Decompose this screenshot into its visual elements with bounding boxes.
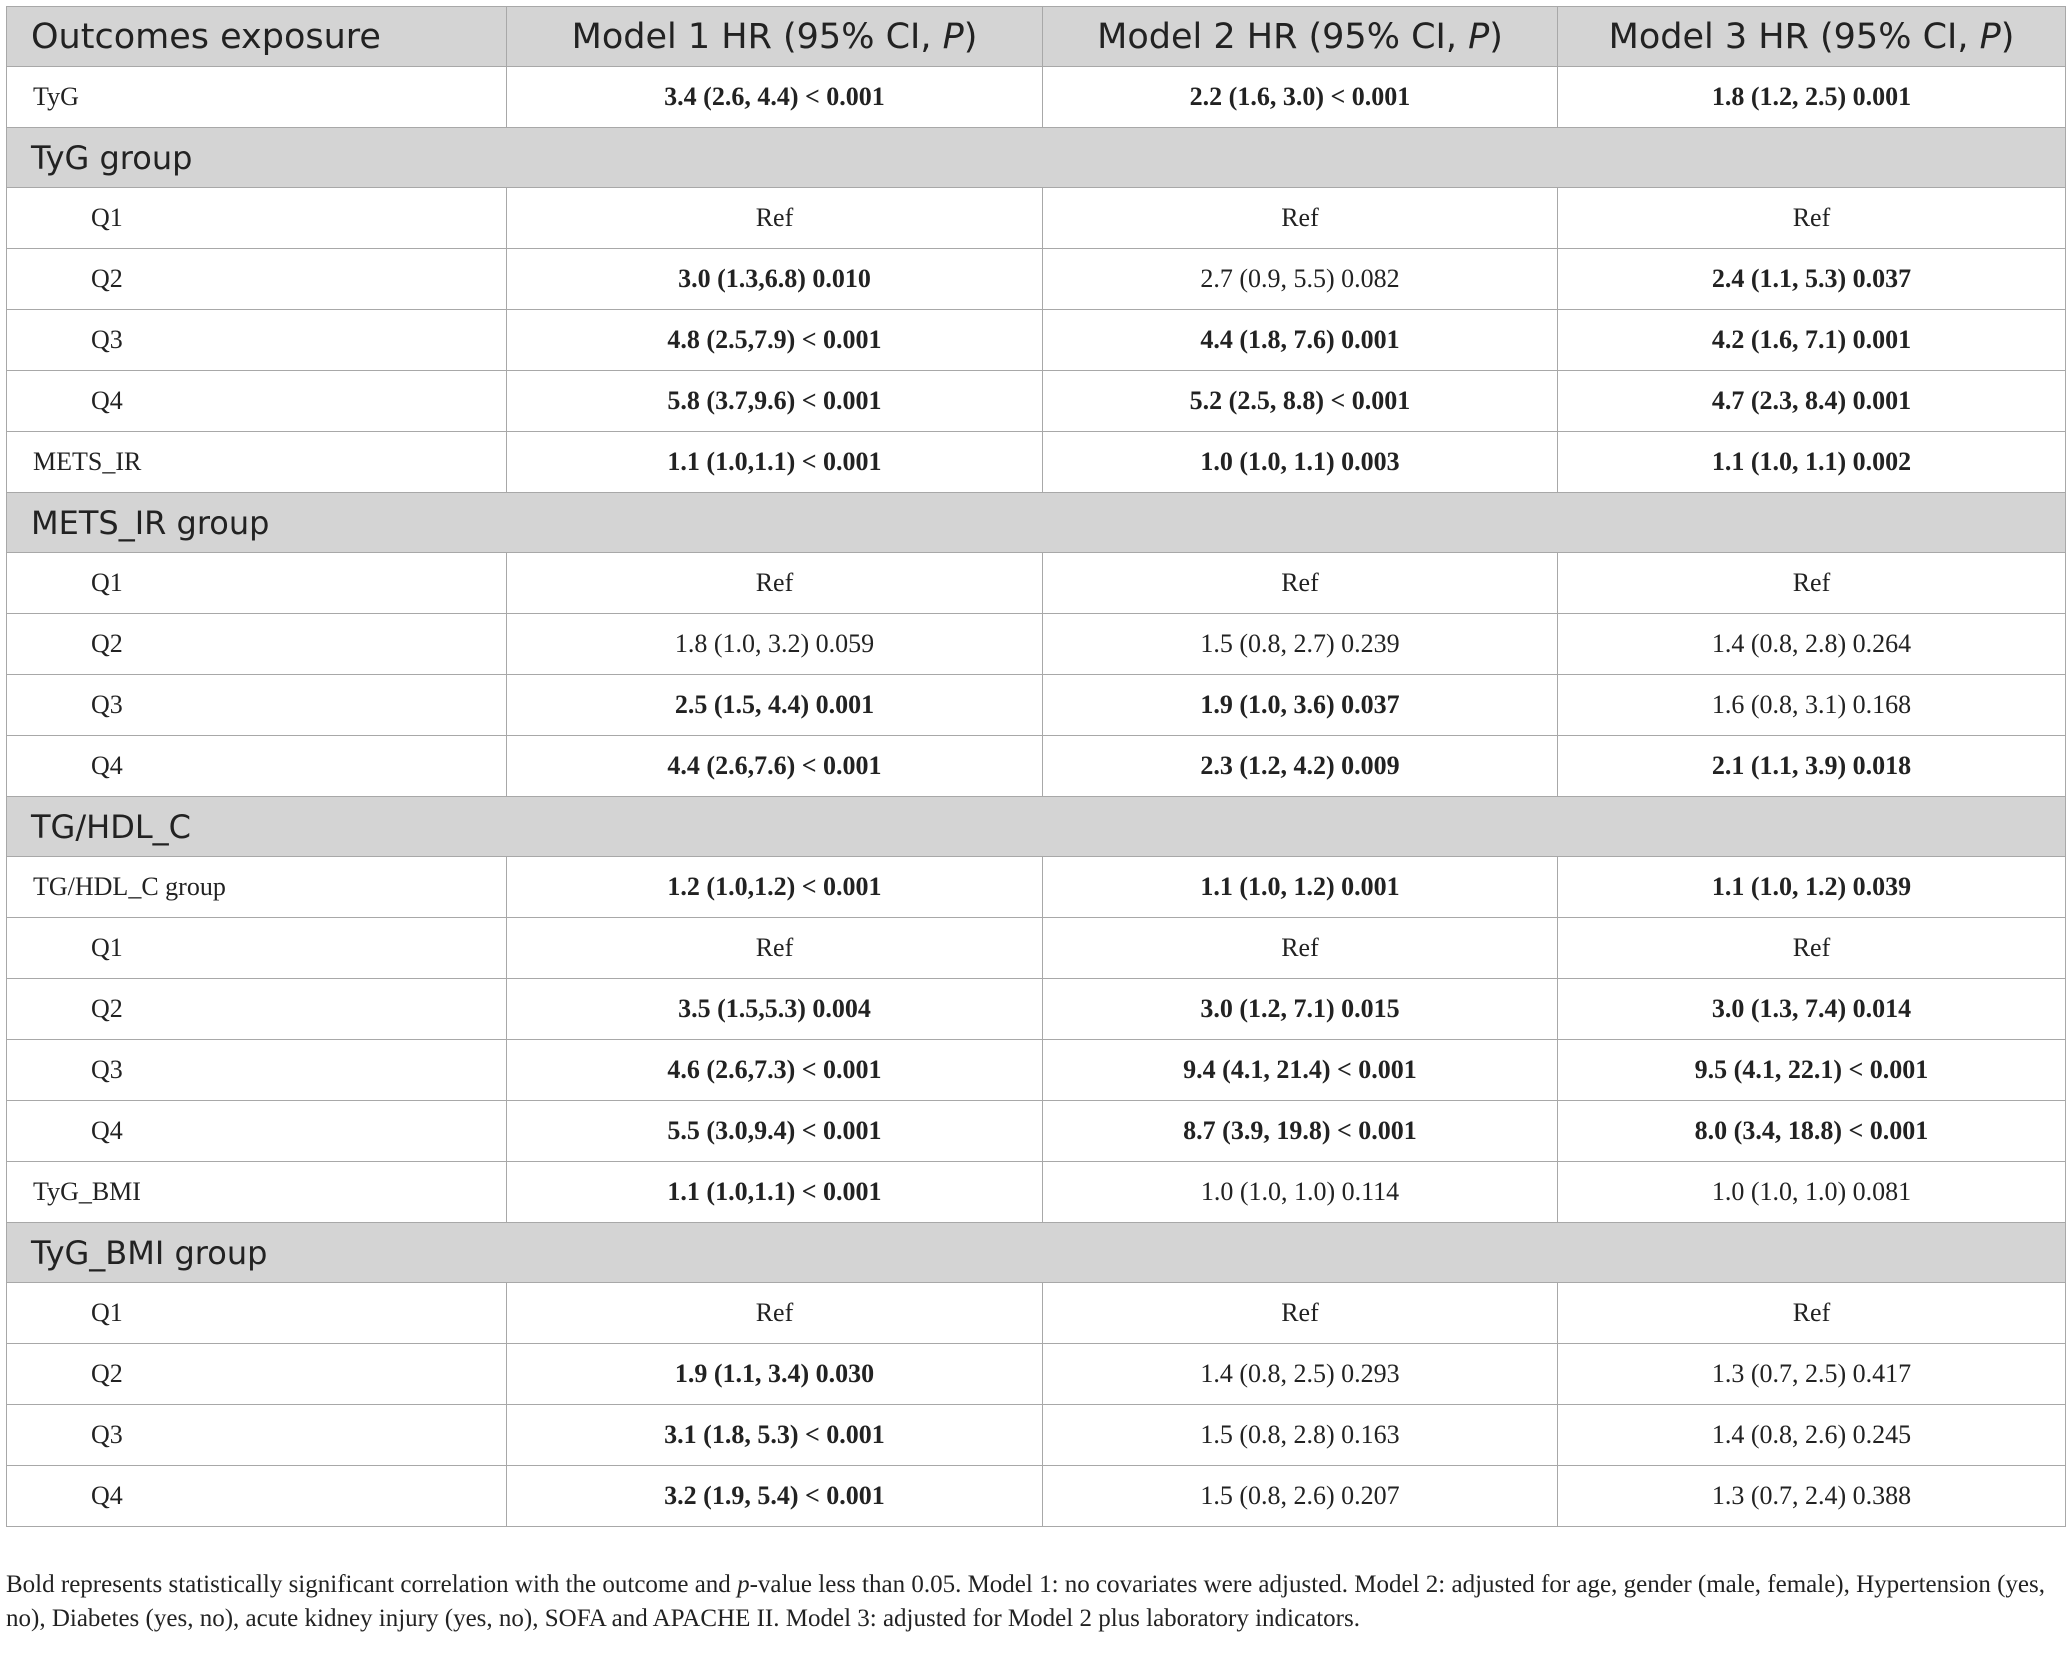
model-1-value: 5.5 (3.0,9.4) < 0.001 — [507, 1101, 1043, 1162]
model-3-value: 1.4 (0.8, 2.8) 0.264 — [1558, 614, 2066, 675]
table-row — [7, 1466, 2066, 1527]
model-2-value: Ref — [1043, 553, 1558, 614]
model-2-value: Ref — [1043, 918, 1558, 979]
model-1-value: 3.1 (1.8, 5.3) < 0.001 — [507, 1405, 1043, 1466]
model-3-value: 1.3 (0.7, 2.5) 0.417 — [1558, 1344, 2066, 1405]
table-row — [7, 67, 2066, 128]
model-2-value: Ref — [1043, 188, 1558, 249]
table-row — [7, 553, 2066, 614]
results-table-container — [6, 6, 2065, 1527]
model-3-value: 8.0 (3.4, 18.8) < 0.001 — [1558, 1101, 2066, 1162]
model-2-value: 5.2 (2.5, 8.8) < 0.001 — [1043, 371, 1558, 432]
model-2-value: 1.1 (1.0, 1.2) 0.001 — [1043, 857, 1558, 918]
table-footnote: Bold represents statistically significant correlation with the outcome and p-value less than 0.05. Model 1: no covariates were adjusted. Model 2: adjusted for age, gender (male, female), Hypertension (yes, no), Diabetes (yes, no), acute kidney injury (yes, no), SOFA and APACHE II. Model 3: adjusted for Model 2 plus laboratory indicators. — [6, 1571, 2045, 1632]
row-label: Q1 — [7, 1283, 507, 1344]
model-3-value: 1.3 (0.7, 2.4) 0.388 — [1558, 1466, 2066, 1527]
row-label: TG/HDL_C group — [7, 857, 507, 918]
model-3-value: 4.7 (2.3, 8.4) 0.001 — [1558, 371, 2066, 432]
model-1-value: 1.1 (1.0,1.1) < 0.001 — [507, 1162, 1043, 1223]
model-2-value: 2.7 (0.9, 5.5) 0.082 — [1043, 249, 1558, 310]
model-1-value: 4.6 (2.6,7.3) < 0.001 — [507, 1040, 1043, 1101]
row-label: Q1 — [7, 553, 507, 614]
row-label: Q4 — [7, 1101, 507, 1162]
row-label: Q2 — [7, 1344, 507, 1405]
table-row — [7, 432, 2066, 493]
model-1-value: Ref — [507, 553, 1043, 614]
model-1-value: 1.2 (1.0,1.2) < 0.001 — [507, 857, 1043, 918]
model-1-value: Ref — [507, 1283, 1043, 1344]
model-3-value: 2.1 (1.1, 3.9) 0.018 — [1558, 736, 2066, 797]
row-label: Q4 — [7, 371, 507, 432]
table-row — [7, 857, 2066, 918]
model-3-value: Ref — [1558, 188, 2066, 249]
header-model-1: Model 1 HR (95% CI, P) — [507, 7, 1043, 67]
model-3-value: 1.1 (1.0, 1.2) 0.039 — [1558, 857, 2066, 918]
row-label: Q2 — [7, 979, 507, 1040]
row-label: Q4 — [7, 736, 507, 797]
model-1-value: 5.8 (3.7,9.6) < 0.001 — [507, 371, 1043, 432]
model-3-value: 9.5 (4.1, 22.1) < 0.001 — [1558, 1040, 2066, 1101]
model-3-value: 1.6 (0.8, 3.1) 0.168 — [1558, 675, 2066, 736]
row-label: Q2 — [7, 249, 507, 310]
model-1-value: 2.5 (1.5, 4.4) 0.001 — [507, 675, 1043, 736]
model-3-value: 2.4 (1.1, 5.3) 0.037 — [1558, 249, 2066, 310]
model-1-value: 3.4 (2.6, 4.4) < 0.001 — [507, 67, 1043, 128]
model-2-value: Ref — [1043, 1283, 1558, 1344]
table-group-row — [7, 1223, 2066, 1283]
row-label: METS_IR — [7, 432, 507, 493]
model-3-value: 4.2 (1.6, 7.1) 0.001 — [1558, 310, 2066, 371]
header-exposure: Outcomes exposure — [7, 7, 507, 67]
model-2-value: 3.0 (1.2, 7.1) 0.015 — [1043, 979, 1558, 1040]
model-2-value: 2.2 (1.6, 3.0) < 0.001 — [1043, 67, 1558, 128]
model-2-value: 9.4 (4.1, 21.4) < 0.001 — [1043, 1040, 1558, 1101]
model-1-value: 1.1 (1.0,1.1) < 0.001 — [507, 432, 1043, 493]
model-2-value: 1.0 (1.0, 1.0) 0.114 — [1043, 1162, 1558, 1223]
table-row — [7, 1405, 2066, 1466]
row-label: TyG — [7, 67, 507, 128]
table-row — [7, 918, 2066, 979]
table-group-row — [7, 128, 2066, 188]
model-2-value: 1.5 (0.8, 2.8) 0.163 — [1043, 1405, 1558, 1466]
group-label: TyG group — [7, 128, 2066, 188]
model-2-value: 1.9 (1.0, 3.6) 0.037 — [1043, 675, 1558, 736]
model-3-value: 1.8 (1.2, 2.5) 0.001 — [1558, 67, 2066, 128]
table-row — [7, 979, 2066, 1040]
model-1-value: 4.8 (2.5,7.9) < 0.001 — [507, 310, 1043, 371]
row-label: Q1 — [7, 188, 507, 249]
model-3-value: 1.1 (1.0, 1.1) 0.002 — [1558, 432, 2066, 493]
model-2-value: 1.4 (0.8, 2.5) 0.293 — [1043, 1344, 1558, 1405]
row-label: Q3 — [7, 310, 507, 371]
group-label: METS_IR group — [7, 493, 2066, 553]
model-1-value: 4.4 (2.6,7.6) < 0.001 — [507, 736, 1043, 797]
row-label: Q2 — [7, 614, 507, 675]
model-3-value: Ref — [1558, 553, 2066, 614]
table-row — [7, 1040, 2066, 1101]
model-2-value: 2.3 (1.2, 4.2) 0.009 — [1043, 736, 1558, 797]
model-3-value: Ref — [1558, 918, 2066, 979]
table-row — [7, 1344, 2066, 1405]
table-row — [7, 310, 2066, 371]
row-label: Q3 — [7, 675, 507, 736]
table-row — [7, 1283, 2066, 1344]
model-2-value: 4.4 (1.8, 7.6) 0.001 — [1043, 310, 1558, 371]
table-row — [7, 675, 2066, 736]
model-2-value: 8.7 (3.9, 19.8) < 0.001 — [1043, 1101, 1558, 1162]
table-row — [7, 1101, 2066, 1162]
model-1-value: 3.0 (1.3,6.8) 0.010 — [507, 249, 1043, 310]
model-2-value: 1.0 (1.0, 1.1) 0.003 — [1043, 432, 1558, 493]
table-body — [7, 67, 2066, 1527]
model-3-value: 1.4 (0.8, 2.6) 0.245 — [1558, 1405, 2066, 1466]
table-row — [7, 249, 2066, 310]
header-model-3: Model 3 HR (95% CI, P) — [1558, 7, 2066, 67]
model-1-value: Ref — [507, 918, 1043, 979]
table-group-row — [7, 797, 2066, 857]
row-label: TyG_BMI — [7, 1162, 507, 1223]
row-label: Q4 — [7, 1466, 507, 1527]
model-1-value: 1.8 (1.0, 3.2) 0.059 — [507, 614, 1043, 675]
model-3-value: Ref — [1558, 1283, 2066, 1344]
model-1-value: 1.9 (1.1, 3.4) 0.030 — [507, 1344, 1043, 1405]
model-1-value: 3.5 (1.5,5.3) 0.004 — [507, 979, 1043, 1040]
table-row — [7, 614, 2066, 675]
table-row — [7, 188, 2066, 249]
row-label: Q3 — [7, 1040, 507, 1101]
table-group-row — [7, 493, 2066, 553]
model-3-value: 3.0 (1.3, 7.4) 0.014 — [1558, 979, 2066, 1040]
model-1-value: 3.2 (1.9, 5.4) < 0.001 — [507, 1466, 1043, 1527]
table-row — [7, 736, 2066, 797]
model-1-value: Ref — [507, 188, 1043, 249]
group-label: TG/HDL_C — [7, 797, 2066, 857]
table-header-row — [7, 7, 2066, 67]
model-2-value: 1.5 (0.8, 2.6) 0.207 — [1043, 1466, 1558, 1527]
hazard-ratio-table — [6, 6, 2066, 1527]
table-row — [7, 1162, 2066, 1223]
model-2-value: 1.5 (0.8, 2.7) 0.239 — [1043, 614, 1558, 675]
header-model-2: Model 2 HR (95% CI, P) — [1043, 7, 1558, 67]
row-label: Q3 — [7, 1405, 507, 1466]
row-label: Q1 — [7, 918, 507, 979]
group-label: TyG_BMI group — [7, 1223, 2066, 1283]
model-3-value: 1.0 (1.0, 1.0) 0.081 — [1558, 1162, 2066, 1223]
table-row — [7, 371, 2066, 432]
